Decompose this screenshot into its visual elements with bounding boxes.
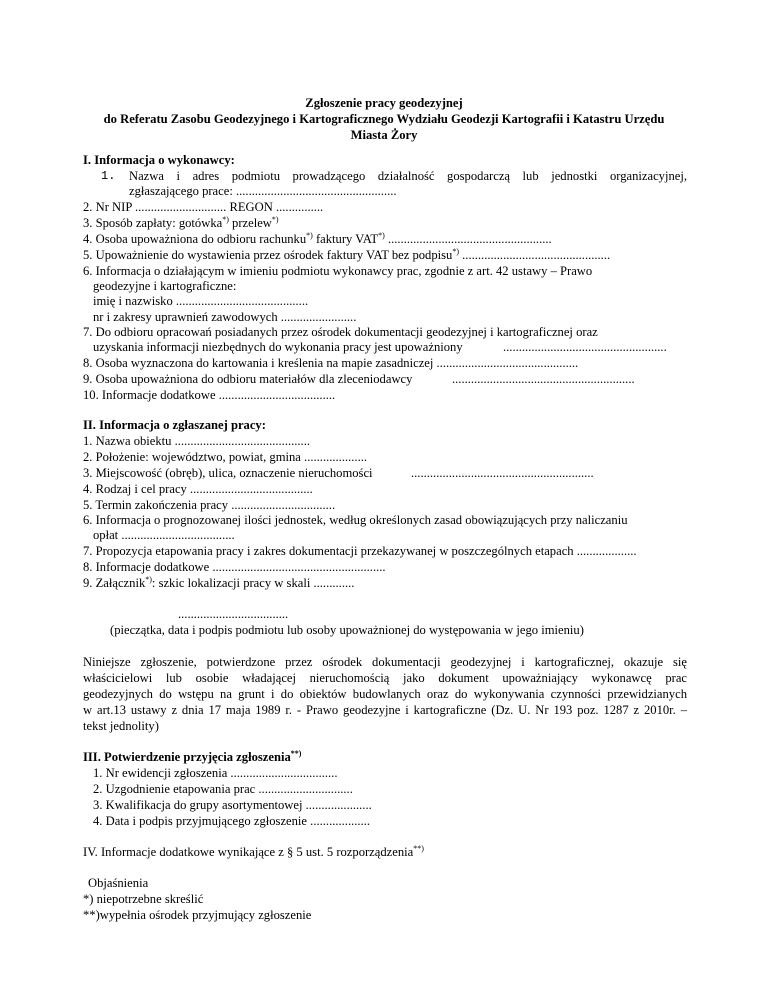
paragraph-line2: właścicielowi lub osobie władającej nieruchomością jako dokument upoważniający wykonawcę prac bbox=[83, 671, 687, 685]
section3-item1: 1. Nr ewidencji zgłoszenia .................................. bbox=[93, 766, 338, 780]
section2-item9-label: 9. Załącznik bbox=[83, 576, 146, 590]
section1-item6-qualifications: nr i zakresy uprawnień zawodowych ........................ bbox=[93, 310, 357, 324]
section1-item8: 8. Osoba wyznaczona do kartowania i kreślenia na mapie zasadniczej ............................................. bbox=[83, 356, 579, 370]
paragraph-line5: tekst jednolity) bbox=[83, 719, 159, 733]
section1-item5-text: 5. Upoważnienie do wystawienia przez ośrodek faktury VAT bez podpisu bbox=[83, 248, 453, 262]
section3-item4: 4. Data i podpis przyjmującego zgłoszenie ................... bbox=[93, 814, 370, 828]
section2-item5: 5. Termin zakończenia pracy ................................. bbox=[83, 498, 336, 512]
paragraph-line1: Niniejsze zgłoszenie, potwierdzone przez ośrodek dokumentacji geodezyjnej i kartograficznej, okazuje się bbox=[83, 655, 687, 669]
section1-item5 bbox=[83, 248, 610, 263]
section2-heading: II. Informacja o zgłaszanej pracy: bbox=[83, 418, 266, 432]
footnote-mark: **) bbox=[413, 844, 424, 853]
section2-item1: 1. Nazwa obiektu ........................................... bbox=[83, 434, 311, 448]
section1-item4-invoice: faktury VAT bbox=[312, 232, 379, 246]
section1-item10: 10. Informacje dodatkowe ..................................... bbox=[83, 388, 336, 402]
section1-item3-transfer: przelew bbox=[228, 216, 272, 230]
section1-item9: 9. Osoba upoważniona do odbioru materiałów dla zleceniodawcy bbox=[83, 372, 413, 386]
footnote-mark: *) bbox=[306, 231, 313, 240]
paragraph-line3: geodezyjnych do wstępu na grunt i do obiektów budowlanych oraz do wykonywania czynności przewidzianych bbox=[83, 687, 687, 701]
footnote-mark: **) bbox=[290, 749, 302, 758]
section1-item7-line1: 7. Do odbioru opracowań posiadanych przez ośrodek dokumentacji geodezyjnej i kartograficznej oraz bbox=[83, 325, 598, 339]
section1-item4-receipt: 4. Osoba upoważniona do odbioru rachunku bbox=[83, 232, 307, 246]
section3-heading bbox=[83, 750, 301, 765]
document-subtitle-city: Miasta Żory bbox=[350, 128, 418, 142]
section1-item3 bbox=[83, 216, 279, 231]
section1-item4-dots: .................................................... bbox=[384, 232, 552, 246]
section1-item1-line1: Nazwa i adres podmiotu prowadzącego działalność gospodarczą lub jednostki organizacyjnej, bbox=[129, 169, 687, 183]
document-subtitle: do Referatu Zasobu Geodezyjnego i Kartograficznego Wydziału Geodezji Kartografii i Katastru Urzędu bbox=[103, 112, 665, 126]
footnote-mark: *) bbox=[452, 247, 459, 256]
section1-item6-name: imię i nazwisko .......................................... bbox=[93, 294, 309, 308]
section1-item3-cash: 3. Sposób zapłaty: gotówka bbox=[83, 216, 223, 230]
note-single-asterisk: *) niepotrzebne skreślić bbox=[83, 892, 204, 906]
section1-item6-line2: geodezyjne i kartograficzne: bbox=[93, 279, 237, 293]
section3-item3: 3. Kwalifikacja do grupy asortymentowej ..................... bbox=[93, 798, 372, 812]
section3-heading-text: III. Potwierdzenie przyjęcia zgłoszenia bbox=[83, 750, 291, 764]
section4 bbox=[83, 845, 424, 860]
document-title: Zgłoszenie pracy geodezyjnej bbox=[305, 96, 463, 110]
section4-text: IV. Informacje dodatkowe wynikające z § 5 ust. 5 rozporządzenia bbox=[83, 845, 414, 859]
section1-item7-dots: .................................................... bbox=[503, 340, 667, 354]
section2-item9 bbox=[83, 576, 354, 591]
section1-item2: 2. Nr NIP ............................. REGON ............... bbox=[83, 200, 324, 214]
footnote-mark: *) bbox=[145, 575, 152, 584]
notes-heading: Objaśnienia bbox=[88, 876, 149, 890]
section2-item4: 4. Rodzaj i cel pracy ....................................... bbox=[83, 482, 313, 496]
section3-item2: 2. Uzgodnienie etapowania prac .............................. bbox=[93, 782, 353, 796]
footnote-mark: *) bbox=[378, 231, 385, 240]
note-double-asterisk: **)wypełnia ośrodek przyjmujący zgłoszenie bbox=[83, 908, 312, 922]
section1-item4 bbox=[83, 232, 552, 247]
section1-heading: I. Informacja o wykonawcy: bbox=[83, 153, 235, 167]
signature-line: ................................... bbox=[178, 607, 289, 621]
section2-item6-line1: 6. Informacja o prognozowanej ilości jednostek, według określonych zasad obowiązujących przy naliczaniu bbox=[83, 513, 628, 527]
section2-item3: 3. Miejscowość (obręb), ulica, oznaczenie nieruchomości bbox=[83, 466, 373, 480]
paragraph-line4: w art.13 ustawy z dnia 17 maja 1989 r. - Prawo geodezyjne i kartograficzne (Dz. U. Nr 193 poz. 1287 z 2010r. – bbox=[83, 703, 687, 717]
section2-item2: 2. Położenie: województwo, powiat, gmina .................... bbox=[83, 450, 368, 464]
section1-item6-line1: 6. Informacja o działającym w imieniu podmiotu wykonawcy prac, zgodnie z art. 42 ustawy – Prawo bbox=[83, 264, 593, 278]
section2-item9-text: : szkic lokalizacji pracy w skali ............. bbox=[151, 576, 355, 590]
signature-caption: (pieczątka, data i podpis podmiotu lub osoby upoważnionej do występowania w jego imieniu) bbox=[110, 623, 584, 637]
section2-item3-dots: .......................................................... bbox=[411, 466, 594, 480]
section2-item7: 7. Propozycja etapowania pracy i zakres dokumentacji przekazywanej w poszczególnych etapach ................... bbox=[83, 544, 637, 558]
footnote-mark: *) bbox=[271, 215, 279, 224]
section2-item8: 8. Informacje dodatkowe ....................................................... bbox=[83, 560, 386, 574]
section1-item1-line2: zgłaszającego prace: ................................................... bbox=[129, 184, 397, 198]
footnote-mark: *) bbox=[222, 215, 229, 224]
section1-item9-dots: .......................................................... bbox=[452, 372, 635, 386]
section1-item7-line2: uzyskania informacji niezbędnych do wykonania pracy jest upoważniony bbox=[93, 340, 463, 354]
section1-item1-number: 1. bbox=[101, 169, 116, 183]
section1-item5-dots: ............................................... bbox=[459, 248, 611, 262]
section2-item6-line2: opłat .................................... bbox=[93, 528, 235, 542]
